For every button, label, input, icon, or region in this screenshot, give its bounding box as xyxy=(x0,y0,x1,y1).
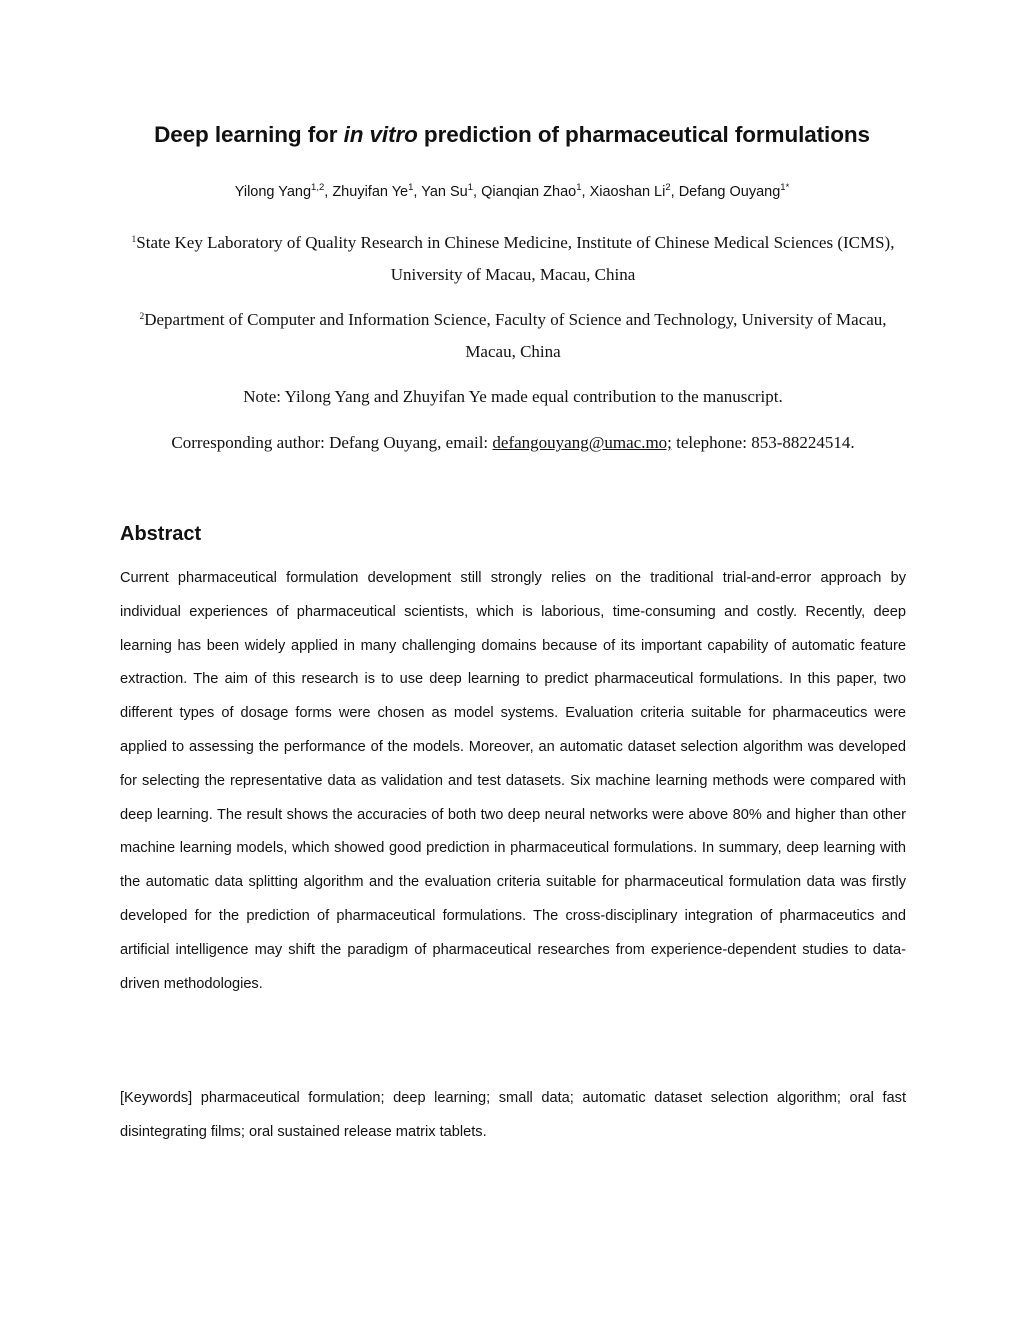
author: Zhuyifan Ye$^1$, xyxy=(332,182,422,200)
author: Yilong Yang$^{1,2}$, xyxy=(234,182,333,200)
abstract-body: Current pharmaceutical formulation development still strongly relies on the traditional trial-and-error approach by individual experiences of pharmaceutical scientists, which is laborious, time-consuming and costly. Recently, deep learning has been widely applied in many challenging domains because of its important capability of automatic feature extraction. The aim of this research is to use deep learning to predict pharmaceutical formulations. In this paper, two different types of dosage forms were chosen as model systems. Evaluation criteria suitable for pharmaceutics were applied to assessing the performance of the models. Moreover, an automatic dataset selection algorithm was developed for selecting the representative data as validation and test datasets. Six machine learning methods were compared with deep learning. The result shows the accuracies of both two deep neural networks were above 80% and higher than other machine learning models, which showed good prediction in pharmaceutical formulations. In summary, deep learning with the automatic data splitting algorithm and the evaluation criteria suitable for pharmaceutical formulation data was firstly developed for the prediction of pharmaceutical formulations. The cross-disciplinary integration of pharmaceutics and artificial intelligence may shift the paradigm of pharmaceutical researches from experience-dependent studies to data-driven methodologies. xyxy=(120,570,906,992)
author-list xyxy=(0,184,1024,200)
author: Xiaoshan Li$^2$, xyxy=(589,182,679,200)
paper-title xyxy=(0,122,1024,148)
email-link[interactable]: defangouyang@umac.mo; xyxy=(492,433,672,452)
author: Defang Ouyang$^{1*}$ xyxy=(678,182,790,200)
keywords: [Keywords] pharmaceutical formulation; deep learning; small data; automatic dataset selection algorithm; oral fast disintegrating films; oral sustained release matrix tablets. xyxy=(120,1090,906,1140)
affiliation-1: $^1$State Key Laboratory of Quality Research in Chinese Medicine, Institute of Chinese Medical Sciences (ICMS), University of Macau, Macau, China xyxy=(131,233,895,284)
title-part-1: Deep learning for xyxy=(154,122,344,147)
abstract-heading: Abstract xyxy=(120,523,202,545)
affiliation-2: $^2$Department of Computer and Information Science, Faculty of Science and Technology, University of Macau, Macau, China xyxy=(139,310,887,361)
author: Qianqian Zhao$^1$, xyxy=(481,182,590,200)
equal-contribution-note: Note: Yilong Yang and Zhuyifan Ye made equal contribution to the manuscript. xyxy=(243,387,783,406)
title-italic: in vitro xyxy=(343,122,418,147)
author: Yan Su$^1$, xyxy=(421,182,482,200)
corresponding-author: Corresponding author: Defang Ouyang, email: defangouyang@umac.mo; telephone: 853-88224514. xyxy=(171,433,855,452)
title-part-2: prediction of pharmaceutical formulations xyxy=(417,122,870,147)
